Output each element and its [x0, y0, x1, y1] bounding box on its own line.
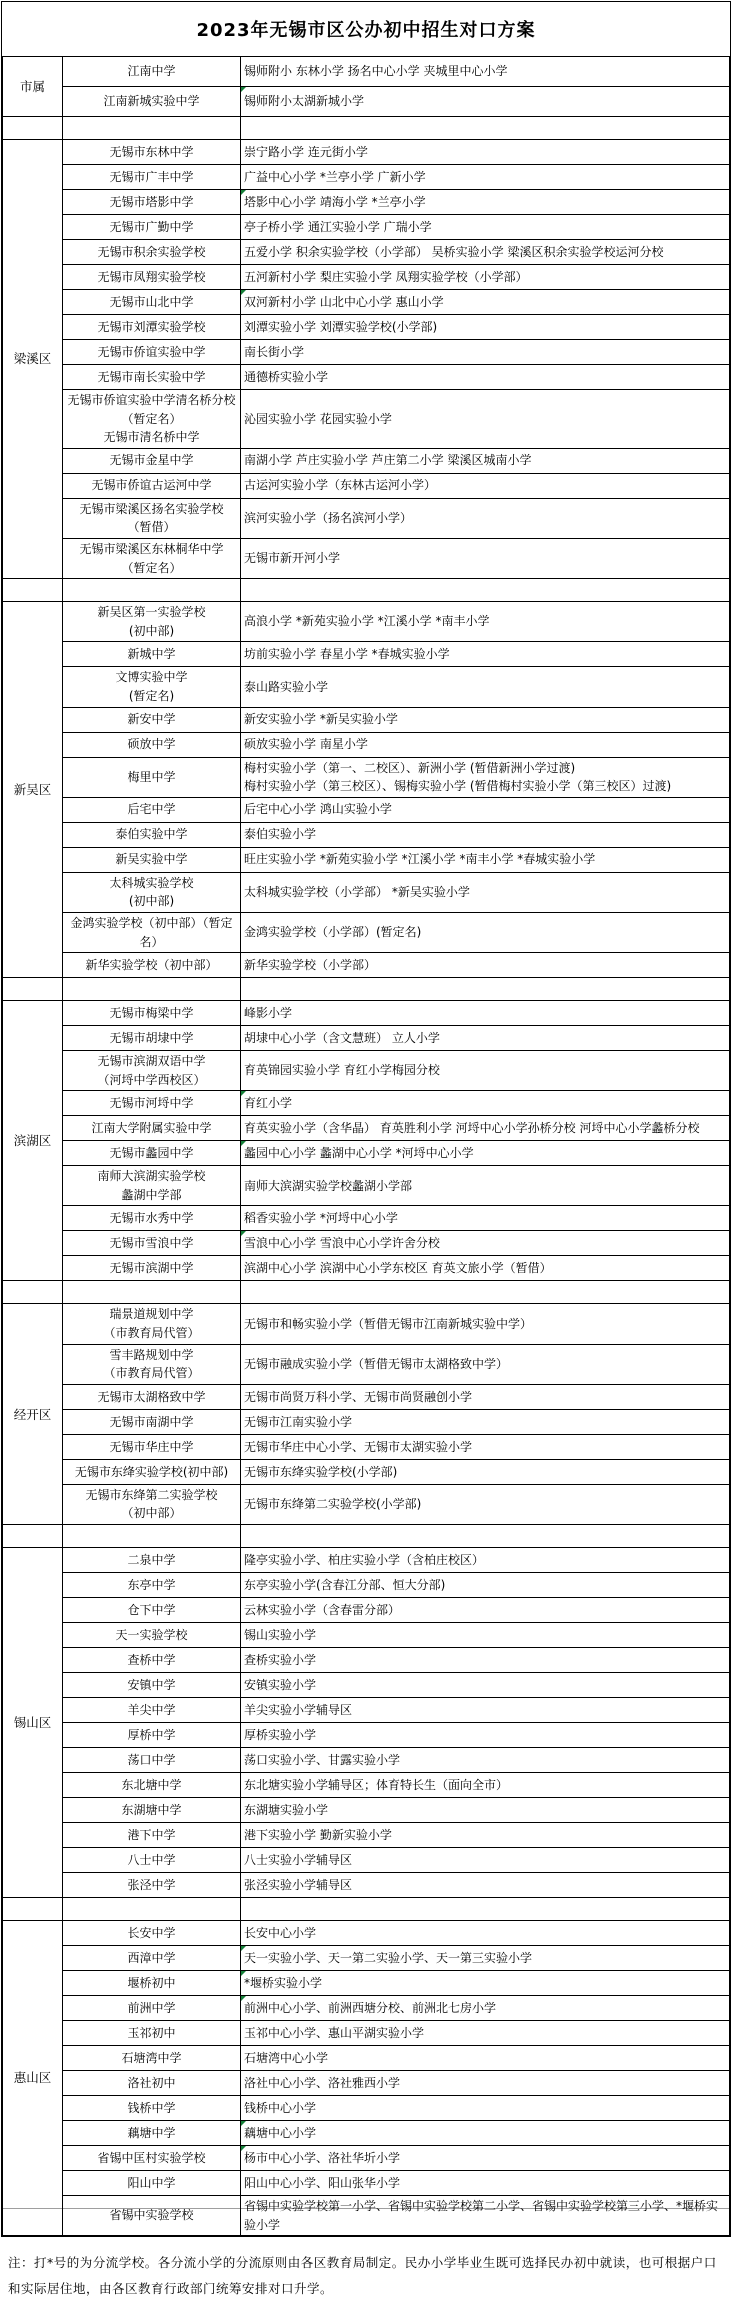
cell-flag-icon	[241, 87, 246, 92]
middle-school-cell: 仓下中学	[63, 1598, 241, 1623]
primary-schools-cell: 高浪小学 *新苑实验小学 *江溪小学 *南丰小学	[241, 602, 730, 642]
table-row	[3, 732, 730, 757]
primary-schools-cell: 通德桥实验小学	[241, 365, 730, 390]
table-row	[3, 847, 730, 872]
primary-schools-cell: 蠡园中心小学 蠡湖中心小学 *河埒中心小学	[241, 1141, 730, 1166]
cell-flag-icon	[241, 1141, 246, 1146]
primary-schools-cell: 广益中心小学 *兰亭小学 广新小学	[241, 165, 730, 190]
table-row	[3, 1001, 730, 1026]
table-row	[3, 1434, 730, 1459]
primary-schools-cell: 新华实验学校（小学部）	[241, 953, 730, 978]
cell-flag-icon	[241, 1231, 246, 1236]
primary-schools-cell: 雪浪中心小学 雪浪中心小学许舍分校	[241, 1231, 730, 1256]
middle-school-cell: 洛社初中	[63, 2071, 241, 2096]
table-row	[3, 2196, 730, 2236]
primary-schools-cell: 玉祁中心小学、惠山平湖实验小学	[241, 2021, 730, 2046]
table-row	[3, 1996, 730, 2021]
middle-school-cell: 查桥中学	[63, 1648, 241, 1673]
primary-schools-cell: 泰山路实验小学	[241, 667, 730, 707]
middle-school-cell: 无锡市梁溪区扬名实验学校 （暂借）	[63, 498, 241, 538]
middle-school-cell: 无锡市广丰中学	[63, 165, 241, 190]
table-block	[1, 1, 731, 2237]
table-row	[3, 1256, 730, 1281]
primary-schools-cell: 八士实验小学辅导区	[241, 1848, 730, 1873]
middle-school-cell: 金鸿实验学校（初中部）（暂定名）	[63, 912, 241, 952]
primary-schools-cell: 后宅中心小学 鸿山实验小学	[241, 797, 730, 822]
middle-school-cell: 无锡市侨谊古运河中学	[63, 473, 241, 498]
empty-cell	[63, 1898, 241, 1921]
table-row	[3, 390, 730, 449]
middle-school-cell: 无锡市华庄中学	[63, 1434, 241, 1459]
table-row	[3, 1573, 730, 1598]
district-cell: 锡山区	[3, 1548, 63, 1898]
middle-school-cell: 无锡市梁溪区东林桐华中学 （暂定名）	[63, 538, 241, 578]
primary-schools-cell: 长安中心小学	[241, 1921, 730, 1946]
table-row	[3, 1723, 730, 1748]
middle-school-cell: 无锡市金星中学	[63, 448, 241, 473]
table-row	[3, 707, 730, 732]
table-row	[3, 538, 730, 578]
middle-school-cell: 荡口中学	[63, 1748, 241, 1773]
section-separator-row	[3, 579, 730, 602]
primary-schools-cell: 无锡市融成实验小学（暂借无锡市太湖格致中学）	[241, 1344, 730, 1384]
middle-school-cell: 东亭中学	[63, 1573, 241, 1598]
table-row	[3, 1971, 730, 1996]
primary-schools-cell: 东湖塘实验小学	[241, 1798, 730, 1823]
table-row	[3, 215, 730, 240]
middle-school-cell: 江南中学	[63, 57, 241, 87]
middle-school-cell: 南师大滨湖实验学校 蠡湖中学部	[63, 1166, 241, 1206]
cell-flag-icon	[241, 2146, 246, 2151]
primary-schools-cell: 双河新村小学 山北中心小学 惠山小学	[241, 290, 730, 315]
primary-schools-cell: 育红小学	[241, 1091, 730, 1116]
middle-school-cell: 无锡市蠡园中学	[63, 1141, 241, 1166]
primary-schools-cell: 荡口实验小学、甘露实验小学	[241, 1748, 730, 1773]
table-row	[3, 1141, 730, 1166]
middle-school-cell: 无锡市侨谊实验中学清名桥分校（暂定名） 无锡市清名桥中学	[63, 390, 241, 449]
empty-cell	[241, 1898, 730, 1921]
middle-school-cell: 后宅中学	[63, 797, 241, 822]
primary-schools-cell: 育英实验小学（含华晶） 育英胜利小学 河埒中心小学孙桥分校 河埒中心小学蠡桥分校	[241, 1116, 730, 1141]
middle-school-cell: 玉祁初中	[63, 2021, 241, 2046]
section-separator-row	[3, 978, 730, 1001]
cell-flag-icon	[241, 2121, 246, 2126]
middle-school-cell: 长安中学	[63, 1921, 241, 1946]
table-row	[3, 2146, 730, 2171]
middle-school-cell: 无锡市南长实验中学	[63, 365, 241, 390]
primary-schools-cell: 港下实验小学 勤新实验小学	[241, 1823, 730, 1848]
primary-schools-cell: 古运河实验小学（东林古运河小学）	[241, 473, 730, 498]
footnote: 注：打*号的为分流学校。各分流小学的分流原则由各区教育局制定。民办小学毕业生既可选择民办初中就读，也可根据户口和实际居住地，由各区教育行政部门统筹安排对口升学。	[8, 2255, 717, 2297]
district-cell: 市属	[3, 57, 63, 117]
primary-schools-cell: 羊尖实验小学辅导区	[241, 1698, 730, 1723]
middle-school-cell: 张泾中学	[63, 1873, 241, 1898]
table-row	[3, 757, 730, 797]
middle-school-cell: 江南大学附属实验中学	[63, 1116, 241, 1141]
primary-schools-cell: 五河新村小学 梨庄实验小学 凤翔实验学校（小学部）	[241, 265, 730, 290]
middle-school-cell: 无锡市侨谊实验中学	[63, 340, 241, 365]
table-row	[3, 87, 730, 117]
middle-school-cell: 无锡市东绛实验学校(初中部)	[63, 1459, 241, 1484]
district-cell: 梁溪区	[3, 140, 63, 579]
table-row	[3, 1648, 730, 1673]
table-row	[3, 1548, 730, 1573]
primary-schools-cell: 前洲中心小学、前洲西塘分校、前洲北七房小学	[241, 1996, 730, 2021]
primary-schools-cell: 崇宁路小学 连元街小学	[241, 140, 730, 165]
primary-schools-cell: 天一实验小学、天一第二实验小学、天一第三实验小学	[241, 1946, 730, 1971]
empty-cell	[241, 579, 730, 602]
middle-school-cell: 雪丰路规划中学 （市教育局代管）	[63, 1344, 241, 1384]
primary-schools-cell: 张泾实验小学辅导区	[241, 1873, 730, 1898]
middle-school-cell: 无锡市雪浪中学	[63, 1231, 241, 1256]
enrollment-table	[2, 56, 730, 2236]
empty-cell	[241, 1281, 730, 1304]
table-row	[3, 1748, 730, 1773]
middle-school-cell: 东湖塘中学	[63, 1798, 241, 1823]
empty-cell	[3, 1525, 63, 1548]
middle-school-cell: 新城中学	[63, 642, 241, 667]
empty-cell	[241, 1525, 730, 1548]
middle-school-cell: 无锡市广勤中学	[63, 215, 241, 240]
table-row	[3, 290, 730, 315]
primary-schools-cell: 硕放实验小学 南星小学	[241, 732, 730, 757]
section-separator-row	[3, 117, 730, 140]
middle-school-cell: 硕放中学	[63, 732, 241, 757]
table-row	[3, 1798, 730, 1823]
primary-schools-cell: 亭子桥小学 通江实验小学 广瑞小学	[241, 215, 730, 240]
cell-flag-icon	[241, 290, 246, 295]
table-row	[3, 448, 730, 473]
middle-school-cell: 堰桥初中	[63, 1971, 241, 1996]
table-row	[3, 1459, 730, 1484]
table-row	[3, 822, 730, 847]
middle-school-cell: 无锡市河埒中学	[63, 1091, 241, 1116]
primary-schools-cell: 胡埭中心小学（含文慧班） 立人小学	[241, 1026, 730, 1051]
primary-schools-cell: 峰影小学	[241, 1001, 730, 1026]
primary-schools-cell: 五爱小学 积余实验学校（小学部） 吴桥实验小学 梁溪区积余实验学校运河分校	[241, 240, 730, 265]
cell-flag-icon	[241, 190, 246, 195]
primary-schools-cell: 滨湖中心小学 滨湖中心小学东校区 育英文旅小学（暂借）	[241, 1256, 730, 1281]
primary-schools-cell: 云林实验小学（含春雷分部）	[241, 1598, 730, 1623]
primary-schools-cell: 稻香实验小学 *河埒中心小学	[241, 1206, 730, 1231]
table-row	[3, 2071, 730, 2096]
primary-schools-cell: 梅村实验小学（第一、二校区）、新洲小学 (暂借新洲小学过渡) 梅村实验小学（第三校区）、锡梅实验小学 (暂借梅村实验小学（第三校区）过渡)	[241, 757, 730, 797]
district-cell: 经开区	[3, 1304, 63, 1525]
primary-schools-cell: 安镇实验小学	[241, 1673, 730, 1698]
table-row	[3, 2171, 730, 2196]
primary-schools-cell: 新安实验小学 *新吴实验小学	[241, 707, 730, 732]
primary-schools-cell: 东亭实验小学(含春江分部、恒大分部)	[241, 1573, 730, 1598]
middle-school-cell: 二泉中学	[63, 1548, 241, 1573]
table-row	[3, 1823, 730, 1848]
middle-school-cell: 无锡市凤翔实验学校	[63, 265, 241, 290]
table-row	[3, 1026, 730, 1051]
table-row	[3, 1773, 730, 1798]
cell-flag-icon	[241, 1971, 246, 1976]
primary-schools-cell: 南湖小学 芦庄实验小学 芦庄第二小学 梁溪区城南小学	[241, 448, 730, 473]
table-row	[3, 473, 730, 498]
plan-table-body	[3, 57, 730, 2236]
table-row	[3, 315, 730, 340]
section-separator-row	[3, 1525, 730, 1548]
primary-schools-cell: 杨市中心小学、洛社华圻小学	[241, 2146, 730, 2171]
empty-cell	[241, 978, 730, 1001]
middle-school-cell: 天一实验学校	[63, 1623, 241, 1648]
table-row	[3, 365, 730, 390]
middle-school-cell: 无锡市梅梁中学	[63, 1001, 241, 1026]
table-row	[3, 1116, 730, 1141]
middle-school-cell: 前洲中学	[63, 1996, 241, 2021]
primary-schools-cell: 无锡市江南实验小学	[241, 1409, 730, 1434]
empty-cell	[63, 579, 241, 602]
table-row	[3, 498, 730, 538]
primary-schools-cell: 无锡市新开河小学	[241, 538, 730, 578]
table-row	[3, 2121, 730, 2146]
middle-school-cell: 无锡市山北中学	[63, 290, 241, 315]
middle-school-cell: 安镇中学	[63, 1673, 241, 1698]
table-row	[3, 1873, 730, 1898]
table-row	[3, 797, 730, 822]
table-row	[3, 1921, 730, 1946]
section-separator-row	[3, 1281, 730, 1304]
cell-flag-icon	[241, 1091, 246, 1096]
middle-school-cell: 新吴区第一实验学校 (初中部)	[63, 602, 241, 642]
primary-schools-cell: 东北塘实验小学辅导区；体育特长生（面向全市）	[241, 1773, 730, 1798]
middle-school-cell: 港下中学	[63, 1823, 241, 1848]
table-row	[3, 872, 730, 912]
primary-schools-cell: 金鸿实验学校（小学部）(暂定名)	[241, 912, 730, 952]
primary-schools-cell: 无锡市尚贤万科小学、无锡市尚贤融创小学	[241, 1384, 730, 1409]
table-row	[3, 165, 730, 190]
middle-school-cell: 新华实验学校（初中部）	[63, 953, 241, 978]
primary-schools-cell: 旺庄实验小学 *新苑实验小学 *江溪小学 *南丰小学 *春城实验小学	[241, 847, 730, 872]
empty-cell	[3, 117, 63, 140]
table-row	[3, 2096, 730, 2121]
middle-school-cell: 新安中学	[63, 707, 241, 732]
table-row	[3, 667, 730, 707]
empty-cell	[63, 978, 241, 1001]
primary-schools-cell: *堰桥实验小学	[241, 1971, 730, 1996]
middle-school-cell: 厚桥中学	[63, 1723, 241, 1748]
middle-school-cell: 无锡市胡埭中学	[63, 1026, 241, 1051]
table-row	[3, 1091, 730, 1116]
middle-school-cell: 无锡市太湖格致中学	[63, 1384, 241, 1409]
primary-schools-cell: 泰伯实验小学	[241, 822, 730, 847]
primary-schools-cell: 省锡中实验学校第一小学、省锡中实验学校第二小学、省锡中实验学校第三小学、*堰桥实验小学	[241, 2196, 730, 2236]
primary-schools-cell: 育英锦园实验小学 育红小学梅园分校	[241, 1051, 730, 1091]
empty-cell	[241, 117, 730, 140]
middle-school-cell: 瑞景道规划中学 （市教育局代管）	[63, 1304, 241, 1344]
empty-cell	[63, 117, 241, 140]
middle-school-cell: 八士中学	[63, 1848, 241, 1873]
table-row	[3, 953, 730, 978]
table-row	[3, 1409, 730, 1434]
table-row	[3, 340, 730, 365]
table-row	[3, 57, 730, 87]
table-row	[3, 1848, 730, 1873]
page-title: 2023年无锡市区公办初中招生对口方案	[196, 20, 536, 41]
table-row	[3, 2046, 730, 2071]
document-sheet	[1, 1, 731, 2297]
table-row	[3, 1231, 730, 1256]
primary-schools-cell: 南师大滨湖实验学校蠡湖小学部	[241, 1166, 730, 1206]
table-row	[3, 1623, 730, 1648]
table-row	[3, 1673, 730, 1698]
middle-school-cell: 阳山中学	[63, 2171, 241, 2196]
primary-schools-cell: 南长街小学	[241, 340, 730, 365]
table-row	[3, 912, 730, 952]
primary-schools-cell: 沁园实验小学 花园实验小学	[241, 390, 730, 449]
middle-school-cell: 文博实验中学 (暂定名)	[63, 667, 241, 707]
middle-school-cell: 藕塘中学	[63, 2121, 241, 2146]
middle-school-cell: 江南新城实验中学	[63, 87, 241, 117]
primary-schools-cell: 锡师附小 东林小学 扬名中心小学 夹城里中心小学	[241, 57, 730, 87]
primary-schools-cell: 无锡市东绛第二实验学校(小学部)	[241, 1484, 730, 1524]
table-row	[3, 1384, 730, 1409]
table-row	[3, 602, 730, 642]
primary-schools-cell: 藕塘中心小学	[241, 2121, 730, 2146]
table-row	[3, 1598, 730, 1623]
cell-flag-icon	[241, 1946, 246, 1951]
middle-school-cell: 无锡市东林中学	[63, 140, 241, 165]
district-cell: 惠山区	[3, 1921, 63, 2236]
primary-schools-cell: 锡山实验小学	[241, 1623, 730, 1648]
middle-school-cell: 钱桥中学	[63, 2096, 241, 2121]
table-row	[3, 140, 730, 165]
primary-schools-cell: 石塘湾中心小学	[241, 2046, 730, 2071]
primary-schools-cell: 无锡市和畅实验小学（暂借无锡市江南新城实验中学）	[241, 1304, 730, 1344]
primary-schools-cell: 无锡市东绛实验学校(小学部)	[241, 1459, 730, 1484]
middle-school-cell: 无锡市刘潭实验学校	[63, 315, 241, 340]
primary-schools-cell: 钱桥中心小学	[241, 2096, 730, 2121]
table-row	[3, 1698, 730, 1723]
table-row	[3, 1484, 730, 1524]
primary-schools-cell: 滨河实验小学（扬名滨河小学）	[241, 498, 730, 538]
table-row	[3, 1166, 730, 1206]
district-cell: 滨湖区	[3, 1001, 63, 1281]
middle-school-cell: 石塘湾中学	[63, 2046, 241, 2071]
primary-schools-cell: 厚桥实验小学	[241, 1723, 730, 1748]
primary-schools-cell: 太科城实验学校（小学部） *新吴实验小学	[241, 872, 730, 912]
primary-schools-cell: 塔影中心小学 靖海小学 *兰亭小学	[241, 190, 730, 215]
middle-school-cell: 太科城实验学校 (初中部)	[63, 872, 241, 912]
middle-school-cell: 无锡市滨湖双语中学 （河埒中学西校区）	[63, 1051, 241, 1091]
table-row	[3, 642, 730, 667]
primary-schools-cell: 坊前实验小学 春星小学 *春城实验小学	[241, 642, 730, 667]
empty-cell	[3, 1281, 63, 1304]
district-cell: 新吴区	[3, 602, 63, 978]
middle-school-cell: 东北塘中学	[63, 1773, 241, 1798]
middle-school-cell: 泰伯实验中学	[63, 822, 241, 847]
table-row	[3, 2021, 730, 2046]
middle-school-cell: 新吴实验中学	[63, 847, 241, 872]
primary-schools-cell: 查桥实验小学	[241, 1648, 730, 1673]
table-row	[3, 1946, 730, 1971]
table-row	[3, 1051, 730, 1091]
empty-cell	[3, 1898, 63, 1921]
middle-school-cell: 无锡市南湖中学	[63, 1409, 241, 1434]
table-row	[3, 190, 730, 215]
middle-school-cell: 无锡市东绛第二实验学校 （初中部）	[63, 1484, 241, 1524]
empty-cell	[63, 1525, 241, 1548]
middle-school-cell: 无锡市塔影中学	[63, 190, 241, 215]
table-row	[3, 240, 730, 265]
empty-cell	[3, 579, 63, 602]
primary-schools-cell: 刘潭实验小学 刘潭实验学校(小学部)	[241, 315, 730, 340]
middle-school-cell: 西漳中学	[63, 1946, 241, 1971]
primary-schools-cell: 锡师附小太湖新城小学	[241, 87, 730, 117]
primary-schools-cell: 洛社中心小学、洛社雅西小学	[241, 2071, 730, 2096]
middle-school-cell: 省锡中匡村实验学校	[63, 2146, 241, 2171]
middle-school-cell: 省锡中实验学校	[63, 2196, 241, 2236]
table-row	[3, 1304, 730, 1344]
middle-school-cell: 羊尖中学	[63, 1698, 241, 1723]
middle-school-cell: 无锡市水秀中学	[63, 1206, 241, 1231]
table-row	[3, 1344, 730, 1384]
primary-schools-cell: 阳山中心小学、阳山张华小学	[241, 2171, 730, 2196]
middle-school-cell: 无锡市积余实验学校	[63, 240, 241, 265]
table-row	[3, 265, 730, 290]
cell-flag-icon	[241, 1996, 246, 2001]
empty-cell	[63, 1281, 241, 1304]
primary-schools-cell: 隆亭实验小学、柏庄实验小学（含柏庄校区）	[241, 1548, 730, 1573]
primary-schools-cell: 无锡市华庄中心小学、无锡市太湖实验小学	[241, 1434, 730, 1459]
table-row	[3, 1206, 730, 1231]
middle-school-cell: 梅里中学	[63, 757, 241, 797]
middle-school-cell: 无锡市滨湖中学	[63, 1256, 241, 1281]
empty-cell	[3, 978, 63, 1001]
section-separator-row	[3, 1898, 730, 1921]
